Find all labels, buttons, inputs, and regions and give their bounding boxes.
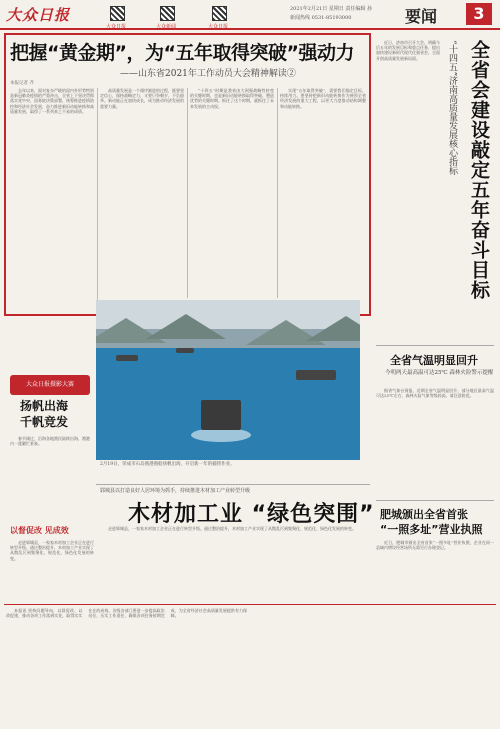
section-divider — [96, 484, 370, 485]
lead-subheadline: ——山东省2021年工作动员大会精神解读② — [120, 69, 296, 79]
column-divider — [97, 88, 98, 310]
news-hotline: 新闻热线 0531-85193000 — [290, 15, 352, 21]
photo-caption: 2月19日，荣成市石岛渔港渔船扬帆出海，开启新一年的捕捞作业。 — [100, 462, 235, 467]
section-title: 要闻 — [405, 7, 438, 26]
lead-column: 实现“五年取得突破”，需要我们锚定目标，持续用力。要坚持把新旧动能转换作为统领全省经济发展的重大工程，以更大力度推动结构调整和动能转换。 — [280, 88, 366, 109]
lead-byline: 本报记者 齐 — [10, 81, 34, 86]
qr-code-icon[interactable] — [212, 6, 227, 21]
news-sub-weather: 今明两天最高温可达25℃ 森林火险警示提醒 — [385, 370, 494, 376]
qr-code-icon[interactable] — [110, 6, 125, 21]
news-body-license: 近日，肥城市颁出全省首张“一照多址”营业执照，企业在同一县域内增设经营场所无需另行办理登记。 — [376, 540, 494, 551]
wood-article-headline[interactable]: 木材加工业 “绿色突围” — [128, 502, 375, 527]
photo-feature-title[interactable]: 扬帆出海 千帆竞发 — [20, 399, 69, 429]
wood-article-kicker: 郓城县以打造良好人居环境为抓手，持续推进木材加工产业转型升级 — [100, 488, 251, 494]
photo-feature-text: 春节刚过，沿海各地渔民陆续出海，渔港内一派繁忙景象。 — [10, 436, 90, 447]
news-title-license[interactable]: 肥城颁出全省首张 — [380, 508, 468, 521]
lead-headline[interactable]: 把握“黄金期”，为“五年取得突破”强动力 — [10, 42, 354, 64]
qr-label: 大众日报 — [208, 24, 229, 30]
section-divider — [376, 345, 494, 346]
lead-column: 去年以来，面对复杂严峻的国内外形势特别是新冠肺炎疫情的严重冲击，全省上下坚决贯彻落实党中央、国务院决策部署，统筹推进疫情防控和经济社会发展，奋力推进新旧动能转换和高质量发展，取得了一系列来之不易的成绩。 — [10, 88, 94, 114]
bottom-divider — [4, 604, 496, 605]
right-vertical-subheadline: “十四五”济南高质量发展核心指标 — [447, 40, 457, 176]
wood-article-body: 走进郓城县，一家家木材加工企业正在进行转型升级。通过整治提升，木材加工产业实现了从散乱污到集聚化、规范化、绿色化发展的转变。 — [108, 526, 356, 531]
right-article-body: 近日，济南市召开大会，明确今后五年的发展目标和重点任务，提出加快建设新时代现代化强省会，全面开创高质量发展新局面。 — [376, 40, 440, 61]
wood-column: 走进郓城县，一家家木材加工企业正在进行转型升级。通过整治提升，木材加工产业实现了从散乱污到集聚化、规范化、绿色化发展的转变。 — [10, 540, 94, 561]
photo-contest-tag: 大众日报摄影大赛 — [10, 375, 90, 395]
column-divider — [187, 88, 188, 298]
lead-column: “十四五”时期是我省由大到强战略性转变的关键时期，也是新旧动能转换取得突破、塑造优势的关键时期。抓住了这个时期，就抓住了未来发展的主动权。 — [190, 88, 274, 109]
qr-label: 大众日报 — [106, 24, 127, 30]
news-sub-license: “一照多址”营业执照 — [380, 523, 483, 536]
qr-code-icon[interactable] — [160, 6, 175, 21]
right-vertical-headline[interactable]: 全省会建设敲定五年奋斗目标 — [468, 40, 490, 300]
news-body-weather: 据省气象台预报，近期全省气温明显回升，部分地区最高气温可达25℃左右，森林火险气象等级较高，请注意防范。 — [376, 388, 494, 399]
qr-label: 大众新闻 — [156, 24, 177, 30]
news-title-weather[interactable]: 全省气温明显回升 — [390, 354, 478, 367]
column-divider — [277, 88, 278, 298]
lead-column: 高质量发展是一个循序渐进的过程，既要坚定信心，保持战略定力，又要只争朝夕，不负韶华。新动能正在加快成长，成为推动经济发展的重要力量。 — [100, 88, 184, 109]
issue-date: 2021年2月21日 星期日 责任编辑 孙 — [290, 6, 373, 12]
section-divider — [376, 500, 494, 501]
fishing-boats-photo[interactable] — [96, 300, 360, 460]
bottom-article-body: 本报讯 坚持问题导向，以督促改、以改促建，推动各项工作落到实处，取得实实在在的成效。各级各部门要进一步提高政治站位，压实工作责任，确保各项任务按期完成，为全省经济社会高质量发展提供有力保障。 — [6, 608, 247, 619]
newspaper-logo[interactable]: 大众日报 — [6, 6, 71, 24]
column-tag: 以督促改 见成效 — [10, 525, 69, 535]
page-number: 3 — [466, 3, 492, 25]
